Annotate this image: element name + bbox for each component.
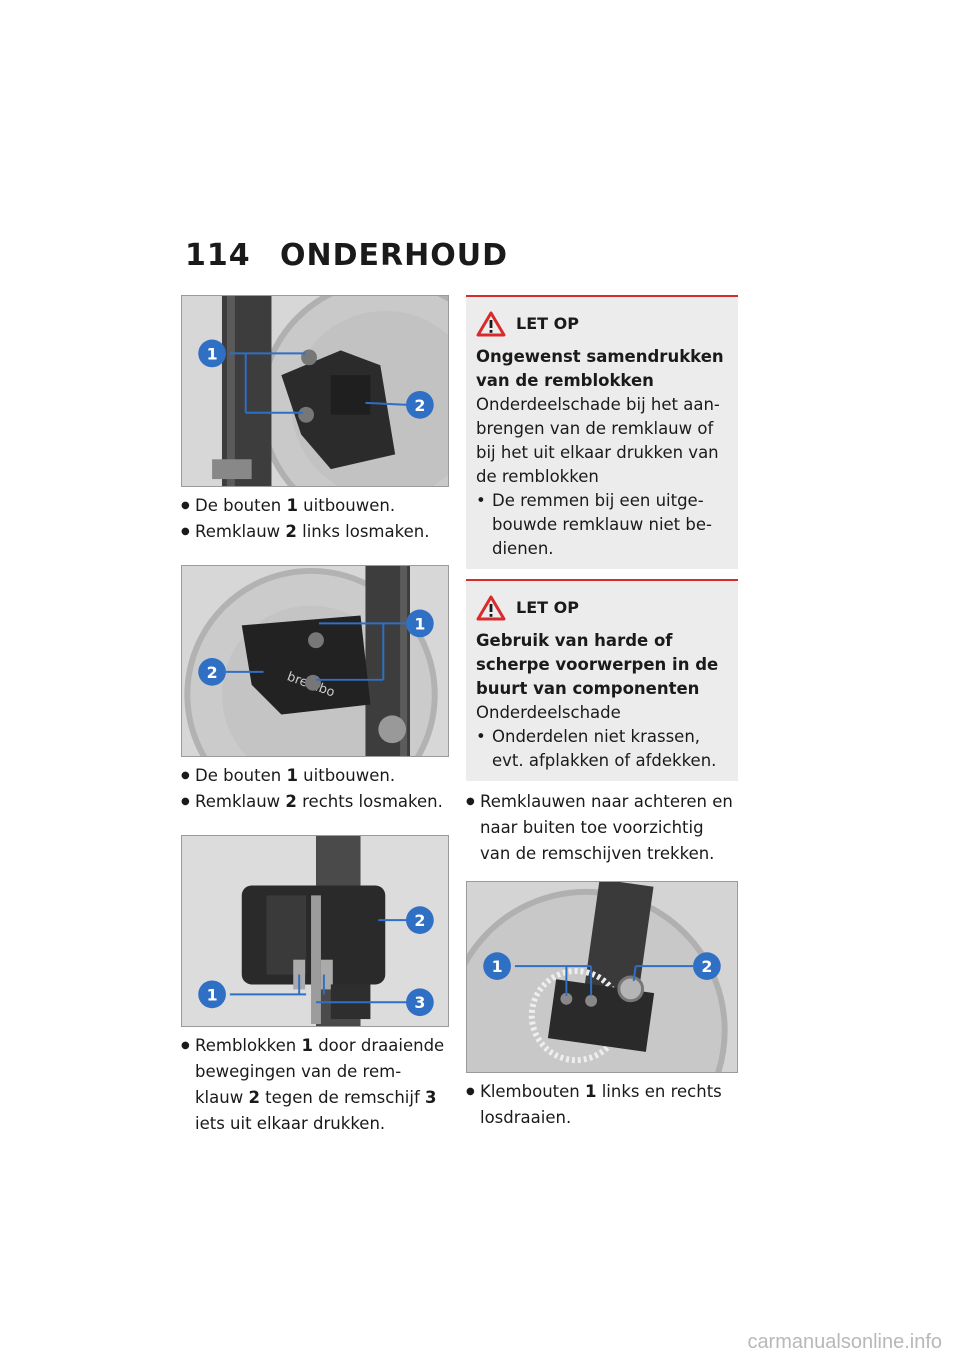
notice-text: Onderdeelschade bij het aan-brengen van de remklauw of bij het uit elkaar drukken van de remblokken: [476, 395, 720, 486]
notice-title: Gebruik van harde of scherpe voorwerpen in de buurt van componenten: [476, 631, 719, 698]
step-item: ● Klembouten 1 links en rechts losdraaien.: [466, 1079, 738, 1131]
step-item: ● Remklauw 2 rechts losmaken.: [181, 789, 449, 815]
notice-bullets: [476, 489, 728, 561]
callout-1: 1: [206, 344, 218, 364]
page-title: ONDERHOUD: [280, 238, 508, 273]
watermark: carmanualsonline.info: [747, 1331, 942, 1353]
left-caliper-illustration: [182, 296, 448, 486]
step-item: ● Remklauw 2 links losmaken.: [181, 519, 449, 545]
notice-box-1: [466, 295, 738, 569]
notice-bullet: • Onderdelen niet krassen, evt. afplakken of afdekken.: [476, 725, 728, 773]
steps-pull-calipers: [466, 789, 738, 867]
notice-signal-word: LET OP: [516, 314, 579, 333]
steps-right-caliper: [181, 763, 449, 815]
clamp-bolts-illustration: [467, 882, 737, 1072]
callout-1: 1: [414, 614, 426, 634]
step-item: ● De bouten 1 uitbouwen.: [181, 763, 449, 789]
callout-2: 2: [414, 395, 426, 415]
callout-2: 2: [701, 957, 713, 977]
callout-1: 1: [206, 985, 218, 1005]
figure-left-caliper: [181, 295, 449, 487]
page-number: 114: [185, 238, 251, 273]
notice-text: Onderdeelschade: [476, 703, 621, 722]
callout-3: 3: [414, 993, 426, 1013]
warning-triangle-icon: [476, 595, 506, 621]
notice-signal: [476, 311, 728, 337]
notice-bullet: • De remmen bij een uitge-bouwde remklauw niet be-dienen.: [476, 489, 728, 561]
warning-triangle-icon: [476, 311, 506, 337]
page-header: [185, 238, 508, 273]
callout-2: 2: [206, 662, 218, 682]
steps-left-caliper: [181, 493, 449, 545]
notice-signal-word: LET OP: [516, 598, 579, 617]
figure-right-caliper: [181, 565, 449, 757]
notice-bullets: [476, 725, 728, 773]
notice-box-2: [466, 579, 738, 781]
right-column: [466, 295, 738, 1131]
step-item: ● De bouten 1 uitbouwen.: [181, 493, 449, 519]
callout-2: 2: [414, 911, 426, 931]
left-column: [181, 295, 449, 1137]
steps-clamp-bolts: [466, 1079, 738, 1131]
figure-clamp-bolts: [466, 881, 738, 1073]
notice-title: Ongewenst samendrukken van de remblokken: [476, 347, 724, 390]
callout-1: 1: [491, 957, 503, 977]
brake-pads-illustration: [182, 836, 448, 1026]
step-item: ● Remklauwen naar achteren en naar buiten toe voorzichtig van de remschijven trekken.: [466, 789, 738, 867]
notice-signal: [476, 595, 728, 621]
step-item: ● Remblokken 1 door draaiende bewegingen van de rem-klauw 2 tegen de remschijf 3 iets uit elkaar drukken.: [181, 1033, 449, 1137]
right-caliper-illustration: [182, 566, 448, 756]
figure-brake-pads: [181, 835, 449, 1027]
steps-brake-pads: [181, 1033, 449, 1137]
